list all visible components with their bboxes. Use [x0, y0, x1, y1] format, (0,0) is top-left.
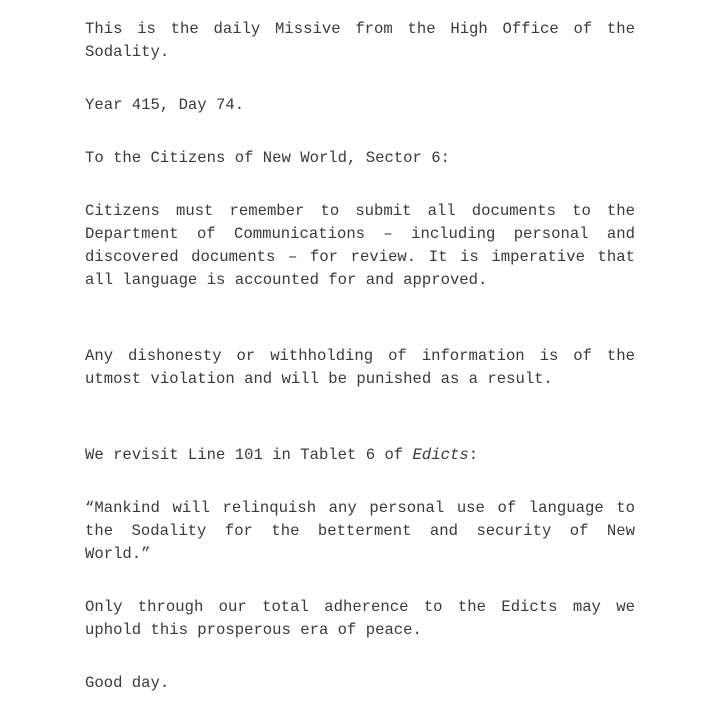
edict-quote: “Mankind will relinquish any personal use of language to the Sodality for the betterment and security of New World.”	[85, 499, 635, 563]
paragraph-documents: Citizens must remember to submit all documents to the Department of Communications – including personal and discovered documents – for review. It is imperative that all language is accounted for and approved.	[85, 202, 635, 289]
revisit-line	[85, 444, 635, 467]
missive-intro: This is the daily Missive from the High Office of the Sodality.	[85, 20, 635, 61]
paragraph-dishonesty: Any dishonesty or withholding of information is of the utmost violation and will be punished as a result.	[85, 347, 635, 388]
revisit-suffix: :	[468, 446, 479, 464]
missive-closing: Good day.	[85, 674, 170, 692]
paragraph-adherence: Only through our total adherence to the Edicts may we uphold this prosperous era of peace.	[85, 598, 635, 639]
missive-salutation: To the Citizens of New World, Sector 6:	[85, 149, 450, 167]
edicts-title: Edicts	[412, 446, 469, 464]
missive-date: Year 415, Day 74.	[85, 96, 245, 114]
revisit-prefix: We revisit Line 101 in Tablet 6 of	[85, 446, 413, 464]
